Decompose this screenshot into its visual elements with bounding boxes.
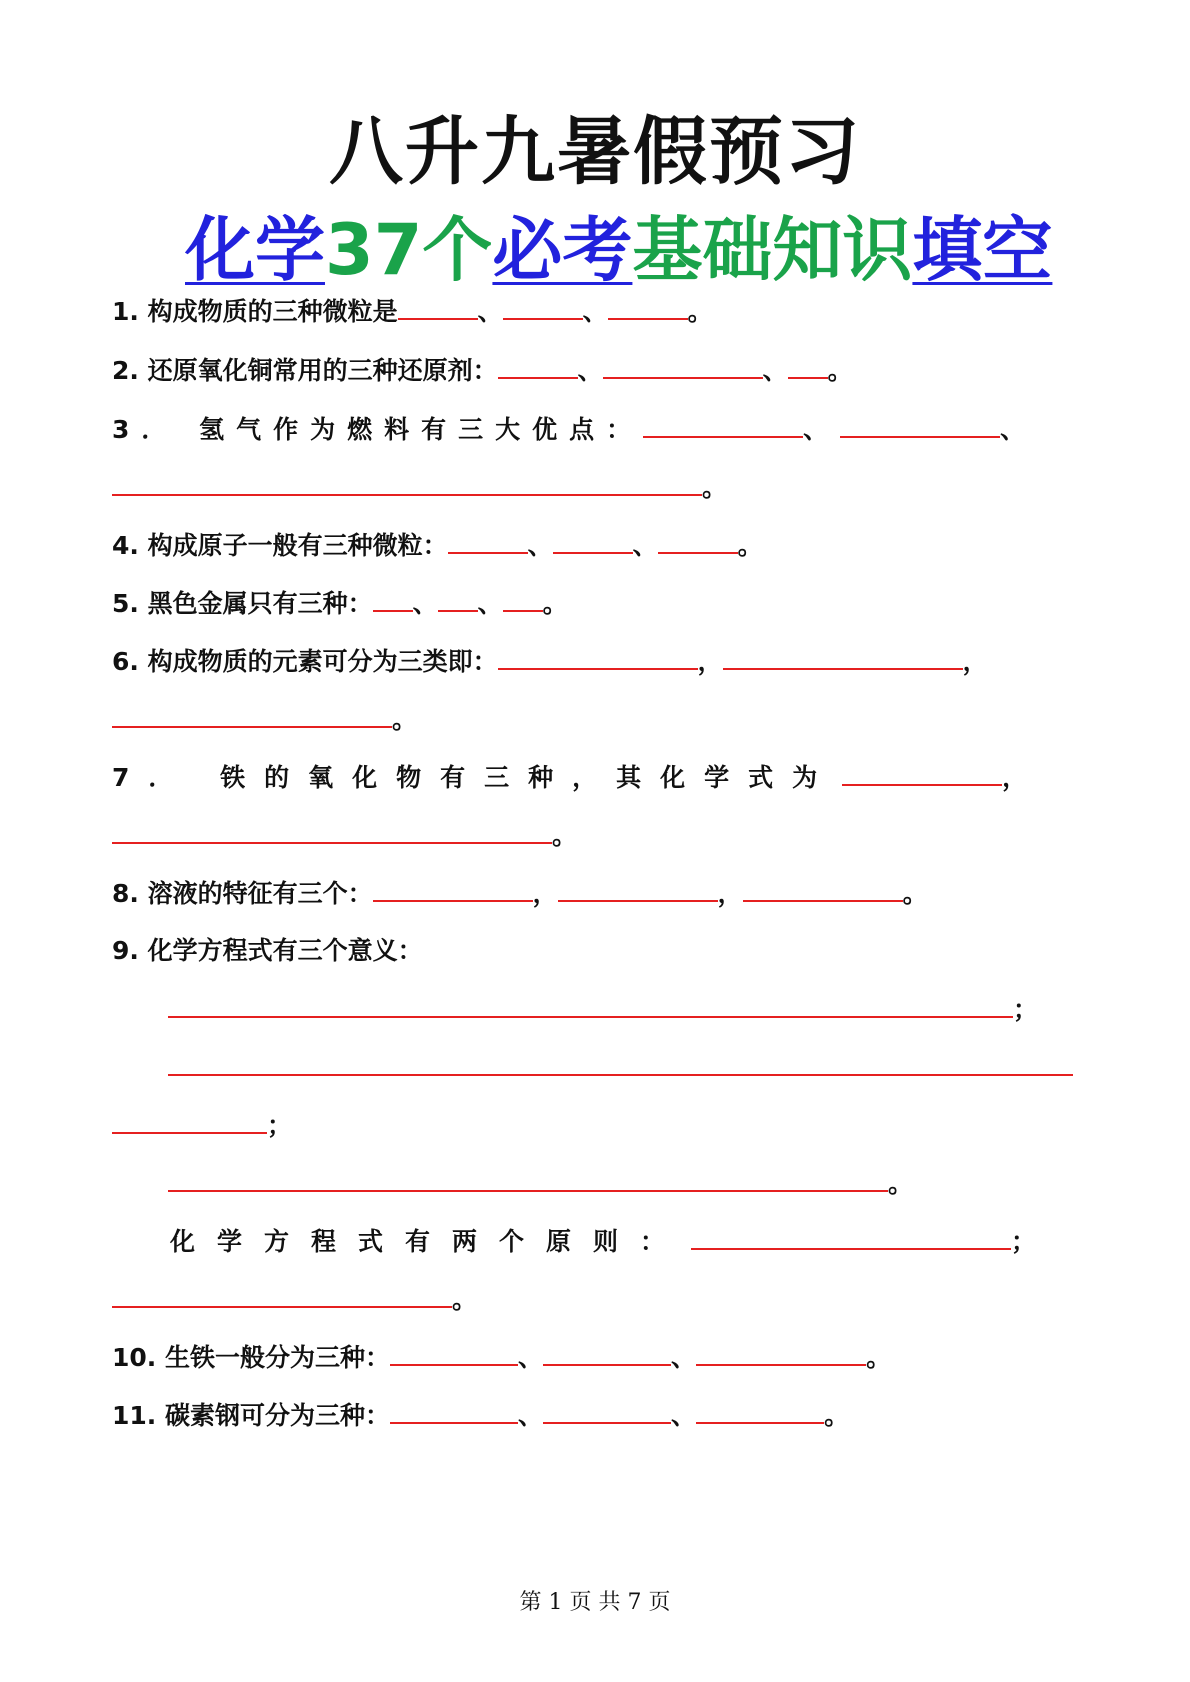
page-subtitle [185, 209, 1053, 291]
question-9-meaning-2 [168, 1054, 1073, 1080]
question-4 [112, 532, 763, 558]
question-6-continued [112, 706, 417, 732]
question-text: 铁的氧化物有三种，其化学式为 [220, 763, 837, 792]
answer-blank[interactable] [643, 416, 803, 438]
subtitle-basic-knowledge: 基础知识 [632, 209, 913, 291]
answer-blank[interactable] [608, 298, 688, 320]
question-text: 构成物质的元素可分为三类即： [147, 647, 498, 676]
subtitle-count: 37个 [325, 209, 493, 291]
separator: 。 [902, 879, 928, 908]
separator: ， [962, 647, 988, 676]
answer-blank[interactable] [543, 1344, 671, 1366]
answer-blank[interactable] [168, 1170, 888, 1192]
answer-blank[interactable] [373, 880, 533, 902]
question-text: 化学方程式有三个意义： [147, 936, 423, 965]
answer-blank[interactable] [840, 416, 1000, 438]
separator: 、 [632, 531, 658, 560]
answer-blank[interactable] [503, 590, 543, 612]
answer-blank[interactable] [553, 532, 633, 554]
question-9-meaning-1 [168, 996, 1038, 1022]
answer-blank[interactable] [390, 1344, 518, 1366]
answer-blank[interactable] [723, 648, 963, 670]
answer-blank[interactable] [691, 1228, 1011, 1250]
answer-blank[interactable] [373, 590, 413, 612]
question-text: 化学方程式有两个原则： [170, 1227, 688, 1256]
separator: ， [532, 879, 558, 908]
separator: 、 [518, 1343, 544, 1372]
question-3-continued [112, 474, 727, 500]
answer-blank[interactable] [168, 1054, 1073, 1076]
answer-blank[interactable] [168, 996, 1013, 1018]
separator: 。 [452, 1285, 478, 1314]
question-9-meaning-3 [168, 1170, 913, 1196]
answer-blank[interactable] [498, 648, 698, 670]
answer-blank[interactable] [543, 1402, 671, 1424]
answer-blank[interactable] [438, 590, 478, 612]
question-text: 还原氧化铜常用的三种还原剂： [147, 356, 498, 385]
separator: 。 [866, 1343, 892, 1372]
question-9 [112, 938, 423, 963]
answer-blank[interactable] [448, 532, 528, 554]
question-number: 7． [112, 763, 193, 792]
answer-blank[interactable] [558, 880, 718, 902]
separator: ； [267, 1111, 293, 1140]
answer-blank[interactable] [603, 357, 763, 379]
subtitle-chemistry: 化学 [185, 209, 325, 291]
separator: ， [697, 647, 723, 676]
answer-blank[interactable] [696, 1402, 824, 1424]
separator: 、 [671, 1401, 697, 1430]
question-7-continued [112, 822, 577, 848]
separator: 。 [687, 297, 713, 326]
separator: 、 [518, 1401, 544, 1430]
question-number: 9. [112, 936, 139, 965]
separator: 。 [392, 705, 418, 734]
separator: 、 [671, 1343, 697, 1372]
answer-blank[interactable] [743, 880, 903, 902]
answer-blank[interactable] [112, 1112, 267, 1134]
separator: ， [717, 879, 743, 908]
subtitle-fill-blank: 填空 [912, 209, 1053, 291]
separator: 。 [827, 356, 853, 385]
question-number: 10. [112, 1343, 157, 1372]
question-9-principles [170, 1228, 1058, 1254]
question-11 [112, 1402, 849, 1428]
answer-blank[interactable] [112, 474, 702, 496]
separator: 、 [577, 356, 603, 385]
question-text: 黑色金属只有三种： [147, 589, 373, 618]
answer-blank[interactable] [842, 764, 1002, 786]
separator: ； [1011, 1227, 1059, 1256]
answer-blank[interactable] [503, 298, 583, 320]
question-number: 8. [112, 879, 139, 908]
answer-blank[interactable] [498, 357, 578, 379]
separator: 、 [582, 297, 608, 326]
question-1 [112, 298, 713, 324]
question-number: 1. [112, 297, 139, 326]
question-number: 6. [112, 647, 139, 676]
question-3 [112, 416, 1037, 442]
answer-blank[interactable] [658, 532, 738, 554]
answer-blank[interactable] [696, 1344, 866, 1366]
question-5 [112, 590, 568, 616]
question-text: 构成物质的三种微粒是 [147, 297, 398, 326]
separator: 、 [762, 356, 788, 385]
separator: 、 [527, 531, 553, 560]
separator: 、 [1000, 415, 1038, 444]
separator: ， [1002, 763, 1047, 792]
separator: ； [1013, 995, 1039, 1024]
separator: 、 [803, 415, 841, 444]
question-number: 4. [112, 531, 139, 560]
question-number: 11. [112, 1401, 157, 1430]
answer-blank[interactable] [112, 822, 552, 844]
separator: 、 [477, 297, 503, 326]
question-number: 3． [112, 415, 179, 444]
question-text: 生铁一般分为三种： [165, 1343, 391, 1372]
question-text: 溶液的特征有三个： [147, 879, 373, 908]
question-9-principles-continued [112, 1286, 477, 1312]
answer-blank[interactable] [112, 706, 392, 728]
answer-blank[interactable] [398, 298, 478, 320]
question-number: 2. [112, 356, 139, 385]
question-2 [112, 357, 853, 383]
question-text: 氢气作为燃料有三大优点： [199, 415, 644, 444]
separator: 。 [702, 473, 728, 502]
separator: 。 [542, 589, 568, 618]
question-9-meaning-2-continued [112, 1112, 292, 1138]
answer-blank[interactable] [112, 1286, 452, 1308]
page-title: 八升九暑假预习 [329, 109, 861, 195]
question-number: 5. [112, 589, 139, 618]
separator: 。 [552, 821, 578, 850]
separator: 。 [737, 531, 763, 560]
separator: 。 [888, 1169, 914, 1198]
separator: 、 [412, 589, 438, 618]
answer-blank[interactable] [788, 357, 828, 379]
separator: 。 [824, 1401, 850, 1430]
question-6 [112, 648, 988, 674]
subtitle-must-test: 必考 [492, 209, 633, 291]
question-7 [112, 764, 1046, 790]
page-footer: 第 1 页 共 7 页 [519, 1590, 671, 1615]
question-8 [112, 880, 928, 906]
question-10 [112, 1344, 891, 1370]
question-text: 构成原子一般有三种微粒： [147, 531, 448, 560]
question-text: 碳素钢可分为三种： [165, 1401, 391, 1430]
separator: 、 [477, 589, 503, 618]
answer-blank[interactable] [390, 1402, 518, 1424]
